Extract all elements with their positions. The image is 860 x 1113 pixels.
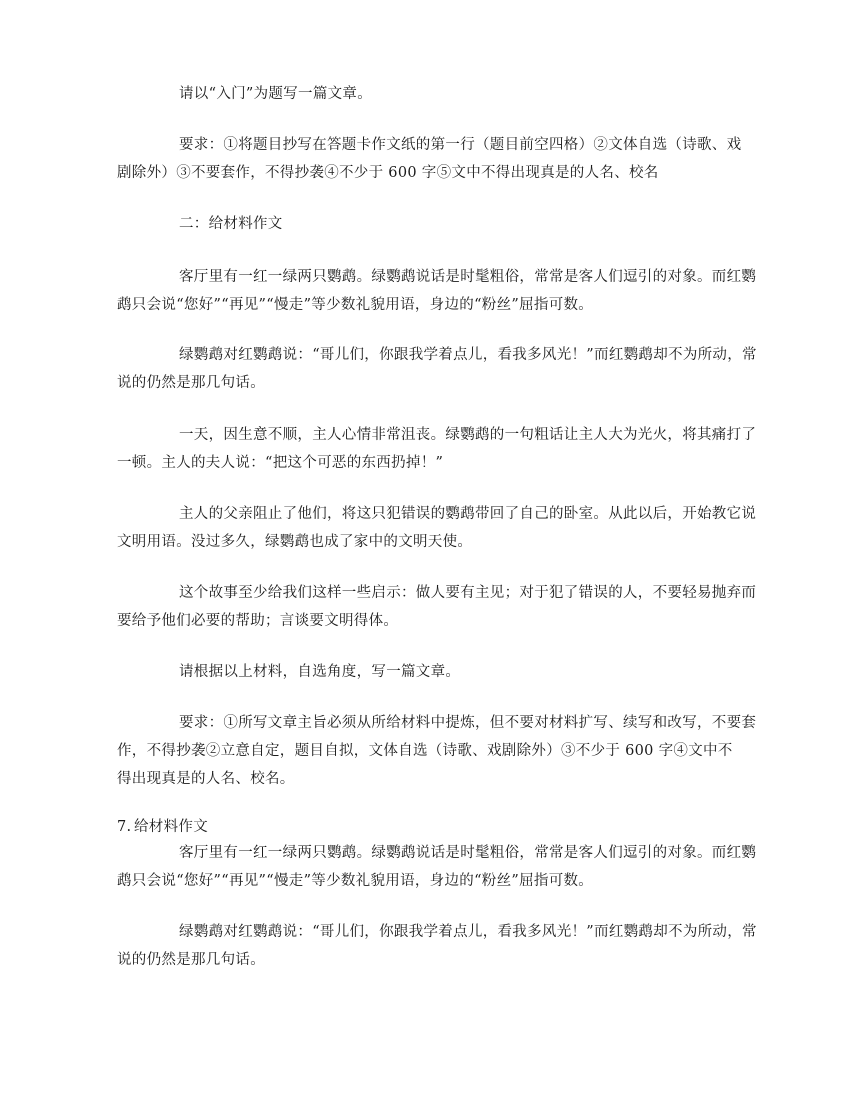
item-7-p2-line-1: 绿鹦鹉对红鹦鹉说：“哥儿们，你跟我学着点儿，看我多风光！”而红鹦鹉却不为所动，常 xyxy=(179,924,757,940)
requirement-2-line-1: 要求：①所写文章主旨必须从所给材料中提炼，但不要对材料扩写、续写和改写，不要套 xyxy=(179,715,757,731)
requirement-2-line-3: 得出现真是的人名、校名。 xyxy=(117,771,295,787)
material-p1-line-2: 鹉只会说“您好”“再见”“慢走”等少数礼貌用语，身边的“粉丝”屈指可数。 xyxy=(117,297,594,313)
material-p2-line-1: 绿鹦鹉对红鹦鹉说：“哥儿们，你跟我学着点儿，看我多风光！”而红鹦鹉却不为所动，常 xyxy=(179,347,757,363)
item-number: 7. xyxy=(117,819,132,835)
material-p4-line-1: 主人的父亲阻止了他们，将这只犯错误的鹦鹉带回了自己的卧室。从此以后，开始教它说 xyxy=(179,506,757,522)
requirement-2-line-2: 作，不得抄袭②立意自定，题目自拟，文体自选（诗歌、戏剧除外）③不少于 600 字④文中不 xyxy=(117,743,733,759)
prompt-1: 请以“入门”为题写一篇文章。 xyxy=(179,86,373,102)
material-p2-line-2: 说的仍然是那几句话。 xyxy=(117,375,265,391)
item-7-p2-line-2: 说的仍然是那几句话。 xyxy=(117,952,265,968)
material-p5-line-2: 要给予他们必要的帮助；言谈要文明得体。 xyxy=(117,613,399,629)
material-p3-line-1: 一天，因生意不顺，主人心情非常沮丧。绿鹦鹉的一句粗话让主人大为光火，将其痛打了 xyxy=(179,427,757,443)
prompt-2: 请根据以上材料，自选角度，写一篇文章。 xyxy=(179,664,461,680)
material-p1-line-1: 客厅里有一红一绿两只鹦鹉。绿鹦鹉说话是时髦粗俗，常常是客人们逗引的对象。而红鹦 xyxy=(179,269,757,285)
requirement-1-line-1: 要求：①将题目抄写在答题卡作文纸的第一行（题目前空四格）②文体自选（诗歌、戏 xyxy=(179,137,742,153)
material-p5-line-1: 这个故事至少给我们这样一些启示：做人要有主见；对于犯了错误的人，不要轻易抛弃而 xyxy=(179,585,757,601)
material-p3-line-2: 一顿。主人的夫人说：“把这个可恶的东西扔掉！” xyxy=(117,455,444,471)
requirement-1-line-2: 剧除外）③不要套作，不得抄袭④不少于 600 字⑤文中不得出现真是的人名、校名 xyxy=(117,165,659,181)
item-7-p1-line-1: 客厅里有一红一绿两只鹦鹉。绿鹦鹉说话是时髦粗俗，常常是客人们逗引的对象。而红鹦 xyxy=(179,845,757,861)
material-p4-line-2: 文明用语。没过多久，绿鹦鹉也成了家中的文明天使。 xyxy=(117,534,473,550)
item-7-p1-line-2: 鹉只会说“您好”“再见”“慢走”等少数礼貌用语，身边的“粉丝”屈指可数。 xyxy=(117,873,594,889)
section-heading-2: 二：给材料作文 xyxy=(179,216,283,232)
item-7-heading: 给材料作文 xyxy=(134,819,208,835)
